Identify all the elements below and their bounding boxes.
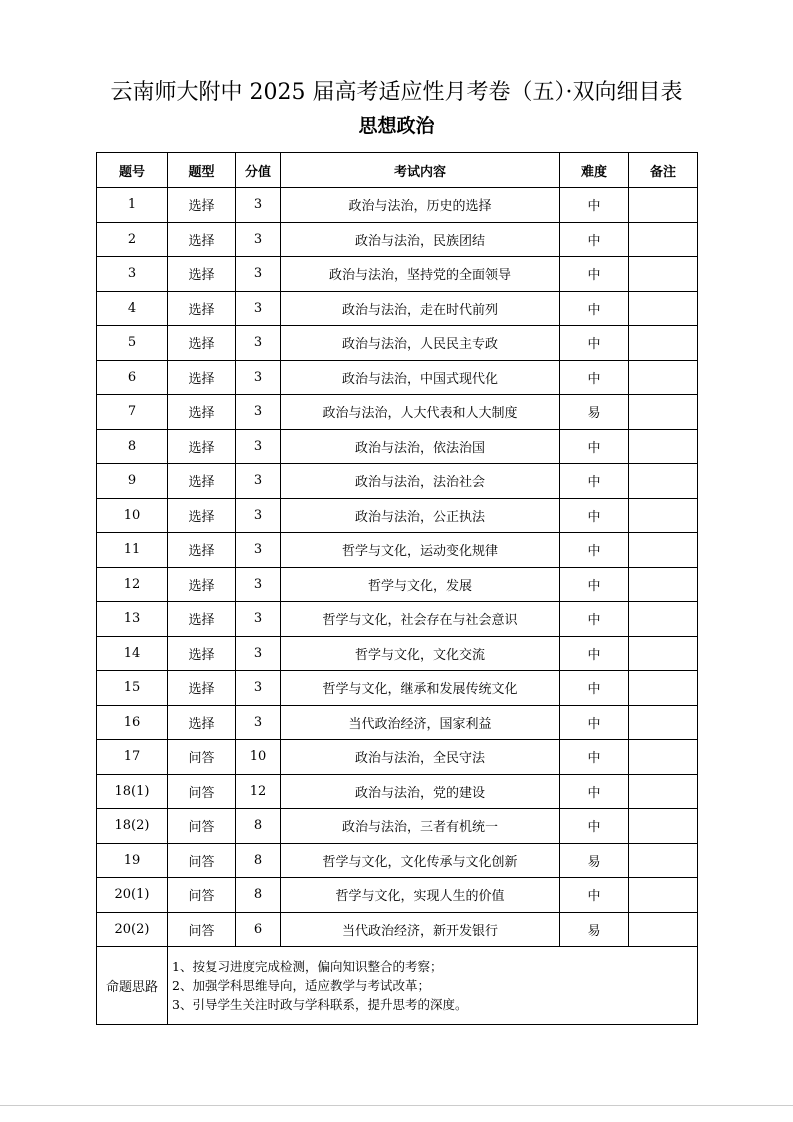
question-type-cell: 选择 (168, 395, 236, 430)
table-row (97, 464, 698, 499)
difficulty-cell: 中 (560, 705, 629, 740)
difficulty-cell: 中 (560, 222, 629, 257)
table-row (97, 740, 698, 775)
difficulty-cell: 中 (560, 533, 629, 568)
remark-cell (629, 222, 698, 257)
remark-cell (629, 878, 698, 913)
table-row (97, 395, 698, 430)
score-cell: 3 (236, 395, 281, 430)
question-type-cell: 问答 (168, 774, 236, 809)
content-cell: 当代政治经济，国家利益 (281, 705, 560, 740)
question-number-cell: 17 (97, 740, 168, 775)
difficulty-cell: 中 (560, 671, 629, 706)
table-body (97, 188, 698, 947)
remark-cell (629, 360, 698, 395)
question-type-cell: 选择 (168, 671, 236, 706)
question-type-cell: 选择 (168, 326, 236, 361)
question-type-cell: 选择 (168, 291, 236, 326)
score-cell: 6 (236, 912, 281, 947)
score-cell: 3 (236, 671, 281, 706)
table-row (97, 602, 698, 637)
table-row (97, 636, 698, 671)
content-cell: 当代政治经济，新开发银行 (281, 912, 560, 947)
col-header-content: 考试内容 (281, 153, 560, 188)
difficulty-cell: 易 (560, 843, 629, 878)
score-cell: 12 (236, 774, 281, 809)
remark-cell (629, 533, 698, 568)
question-number-cell: 12 (97, 567, 168, 602)
score-cell: 8 (236, 843, 281, 878)
question-type-cell: 问答 (168, 912, 236, 947)
table-row (97, 774, 698, 809)
question-number-cell: 2 (97, 222, 168, 257)
difficulty-cell: 中 (560, 774, 629, 809)
table-row (97, 809, 698, 844)
content-cell: 政治与法治，党的建设 (281, 774, 560, 809)
remark-cell (629, 429, 698, 464)
col-header-remark: 备注 (629, 153, 698, 188)
question-number-cell: 20(2) (97, 912, 168, 947)
content-cell: 政治与法治，三者有机统一 (281, 809, 560, 844)
score-cell: 10 (236, 740, 281, 775)
question-number-cell: 4 (97, 291, 168, 326)
question-type-cell: 选择 (168, 567, 236, 602)
table-header-row (97, 153, 698, 188)
notes-label: 命题思路 (97, 947, 168, 1025)
col-header-number: 题号 (97, 153, 168, 188)
content-cell: 政治与法治，公正执法 (281, 498, 560, 533)
remark-cell (629, 498, 698, 533)
score-cell: 3 (236, 567, 281, 602)
content-cell: 政治与法治，中国式现代化 (281, 360, 560, 395)
question-number-cell: 19 (97, 843, 168, 878)
remark-cell (629, 326, 698, 361)
question-type-cell: 选择 (168, 222, 236, 257)
difficulty-cell: 中 (560, 809, 629, 844)
content-cell: 哲学与文化，运动变化规律 (281, 533, 560, 568)
remark-cell (629, 567, 698, 602)
content-cell: 政治与法治，走在时代前列 (281, 291, 560, 326)
remark-cell (629, 291, 698, 326)
difficulty-cell: 中 (560, 878, 629, 913)
notes-line: 3、引导学生关注时政与学科联系，提升思考的深度。 (172, 997, 468, 1012)
score-cell: 3 (236, 429, 281, 464)
content-cell: 政治与法治，依法治国 (281, 429, 560, 464)
table-row (97, 429, 698, 464)
question-number-cell: 11 (97, 533, 168, 568)
question-type-cell: 选择 (168, 257, 236, 292)
remark-cell (629, 602, 698, 637)
question-number-cell: 15 (97, 671, 168, 706)
remark-cell (629, 809, 698, 844)
question-number-cell: 8 (97, 429, 168, 464)
content-cell: 政治与法治，人民民主专政 (281, 326, 560, 361)
table-row (97, 188, 698, 223)
document-title: 云南师大附中 2025 届高考适应性月考卷（五）·双向细目表 (110, 80, 683, 105)
remark-cell (629, 464, 698, 499)
score-cell: 3 (236, 222, 281, 257)
col-header-score: 分值 (236, 153, 281, 188)
score-cell: 3 (236, 257, 281, 292)
score-cell: 3 (236, 636, 281, 671)
table-row (97, 291, 698, 326)
col-header-type: 题型 (168, 153, 236, 188)
difficulty-cell: 中 (560, 257, 629, 292)
content-cell: 政治与法治，人大代表和人大制度 (281, 395, 560, 430)
content-cell: 政治与法治，全民守法 (281, 740, 560, 775)
difficulty-cell: 中 (560, 740, 629, 775)
notes-line: 1、按复习进度完成检测，偏向知识整合的考察； (172, 959, 443, 974)
question-number-cell: 6 (97, 360, 168, 395)
difficulty-cell: 中 (560, 429, 629, 464)
specification-table (96, 152, 698, 1025)
remark-cell (629, 843, 698, 878)
table-row (97, 878, 698, 913)
table-row (97, 257, 698, 292)
table-row (97, 843, 698, 878)
page-bottom-rule (0, 1105, 793, 1106)
content-cell: 哲学与文化，文化传承与文化创新 (281, 843, 560, 878)
question-type-cell: 选择 (168, 636, 236, 671)
score-cell: 3 (236, 291, 281, 326)
score-cell: 3 (236, 464, 281, 499)
difficulty-cell: 中 (560, 498, 629, 533)
question-type-cell: 选择 (168, 602, 236, 637)
question-type-cell: 选择 (168, 188, 236, 223)
question-number-cell: 18(1) (97, 774, 168, 809)
score-cell: 3 (236, 188, 281, 223)
question-type-cell: 问答 (168, 809, 236, 844)
notes-row (97, 947, 698, 1025)
question-number-cell: 1 (97, 188, 168, 223)
content-cell: 哲学与文化，继承和发展传统文化 (281, 671, 560, 706)
content-cell: 哲学与文化，实现人生的价值 (281, 878, 560, 913)
content-cell: 政治与法治，法治社会 (281, 464, 560, 499)
notes-body (168, 947, 698, 1025)
question-type-cell: 选择 (168, 705, 236, 740)
question-number-cell: 10 (97, 498, 168, 533)
score-cell: 3 (236, 533, 281, 568)
remark-cell (629, 912, 698, 947)
score-cell: 3 (236, 602, 281, 637)
remark-cell (629, 257, 698, 292)
remark-cell (629, 188, 698, 223)
table-row (97, 671, 698, 706)
document-subtitle: 思想政治 (358, 115, 435, 137)
question-number-cell: 5 (97, 326, 168, 361)
question-number-cell: 3 (97, 257, 168, 292)
question-number-cell: 20(1) (97, 878, 168, 913)
difficulty-cell: 易 (560, 395, 629, 430)
remark-cell (629, 740, 698, 775)
table-row (97, 498, 698, 533)
content-cell: 政治与法治，坚持党的全面领导 (281, 257, 560, 292)
content-cell: 哲学与文化，文化交流 (281, 636, 560, 671)
difficulty-cell: 中 (560, 464, 629, 499)
question-type-cell: 选择 (168, 464, 236, 499)
difficulty-cell: 易 (560, 912, 629, 947)
table-row (97, 705, 698, 740)
question-number-cell: 7 (97, 395, 168, 430)
question-type-cell: 问答 (168, 740, 236, 775)
remark-cell (629, 774, 698, 809)
content-cell: 政治与法治，民族团结 (281, 222, 560, 257)
difficulty-cell: 中 (560, 360, 629, 395)
difficulty-cell: 中 (560, 326, 629, 361)
remark-cell (629, 705, 698, 740)
table-row (97, 222, 698, 257)
question-type-cell: 问答 (168, 878, 236, 913)
question-number-cell: 18(2) (97, 809, 168, 844)
question-number-cell: 16 (97, 705, 168, 740)
remark-cell (629, 671, 698, 706)
table-row (97, 360, 698, 395)
content-cell: 哲学与文化，发展 (281, 567, 560, 602)
remark-cell (629, 636, 698, 671)
question-type-cell: 选择 (168, 360, 236, 395)
score-cell: 8 (236, 878, 281, 913)
score-cell: 3 (236, 326, 281, 361)
difficulty-cell: 中 (560, 602, 629, 637)
table-row (97, 533, 698, 568)
question-number-cell: 13 (97, 602, 168, 637)
score-cell: 3 (236, 705, 281, 740)
table-row (97, 326, 698, 361)
remark-cell (629, 395, 698, 430)
content-cell: 政治与法治，历史的选择 (281, 188, 560, 223)
notes-line: 2、加强学科思维导向，适应教学与考试改革； (172, 978, 430, 993)
difficulty-cell: 中 (560, 188, 629, 223)
col-header-difficulty: 难度 (560, 153, 629, 188)
question-number-cell: 14 (97, 636, 168, 671)
difficulty-cell: 中 (560, 291, 629, 326)
score-cell: 3 (236, 360, 281, 395)
question-type-cell: 选择 (168, 533, 236, 568)
difficulty-cell: 中 (560, 636, 629, 671)
question-number-cell: 9 (97, 464, 168, 499)
question-type-cell: 选择 (168, 498, 236, 533)
table-row (97, 912, 698, 947)
question-type-cell: 选择 (168, 429, 236, 464)
score-cell: 3 (236, 498, 281, 533)
table-row (97, 567, 698, 602)
content-cell: 哲学与文化，社会存在与社会意识 (281, 602, 560, 637)
score-cell: 8 (236, 809, 281, 844)
question-type-cell: 问答 (168, 843, 236, 878)
difficulty-cell: 中 (560, 567, 629, 602)
